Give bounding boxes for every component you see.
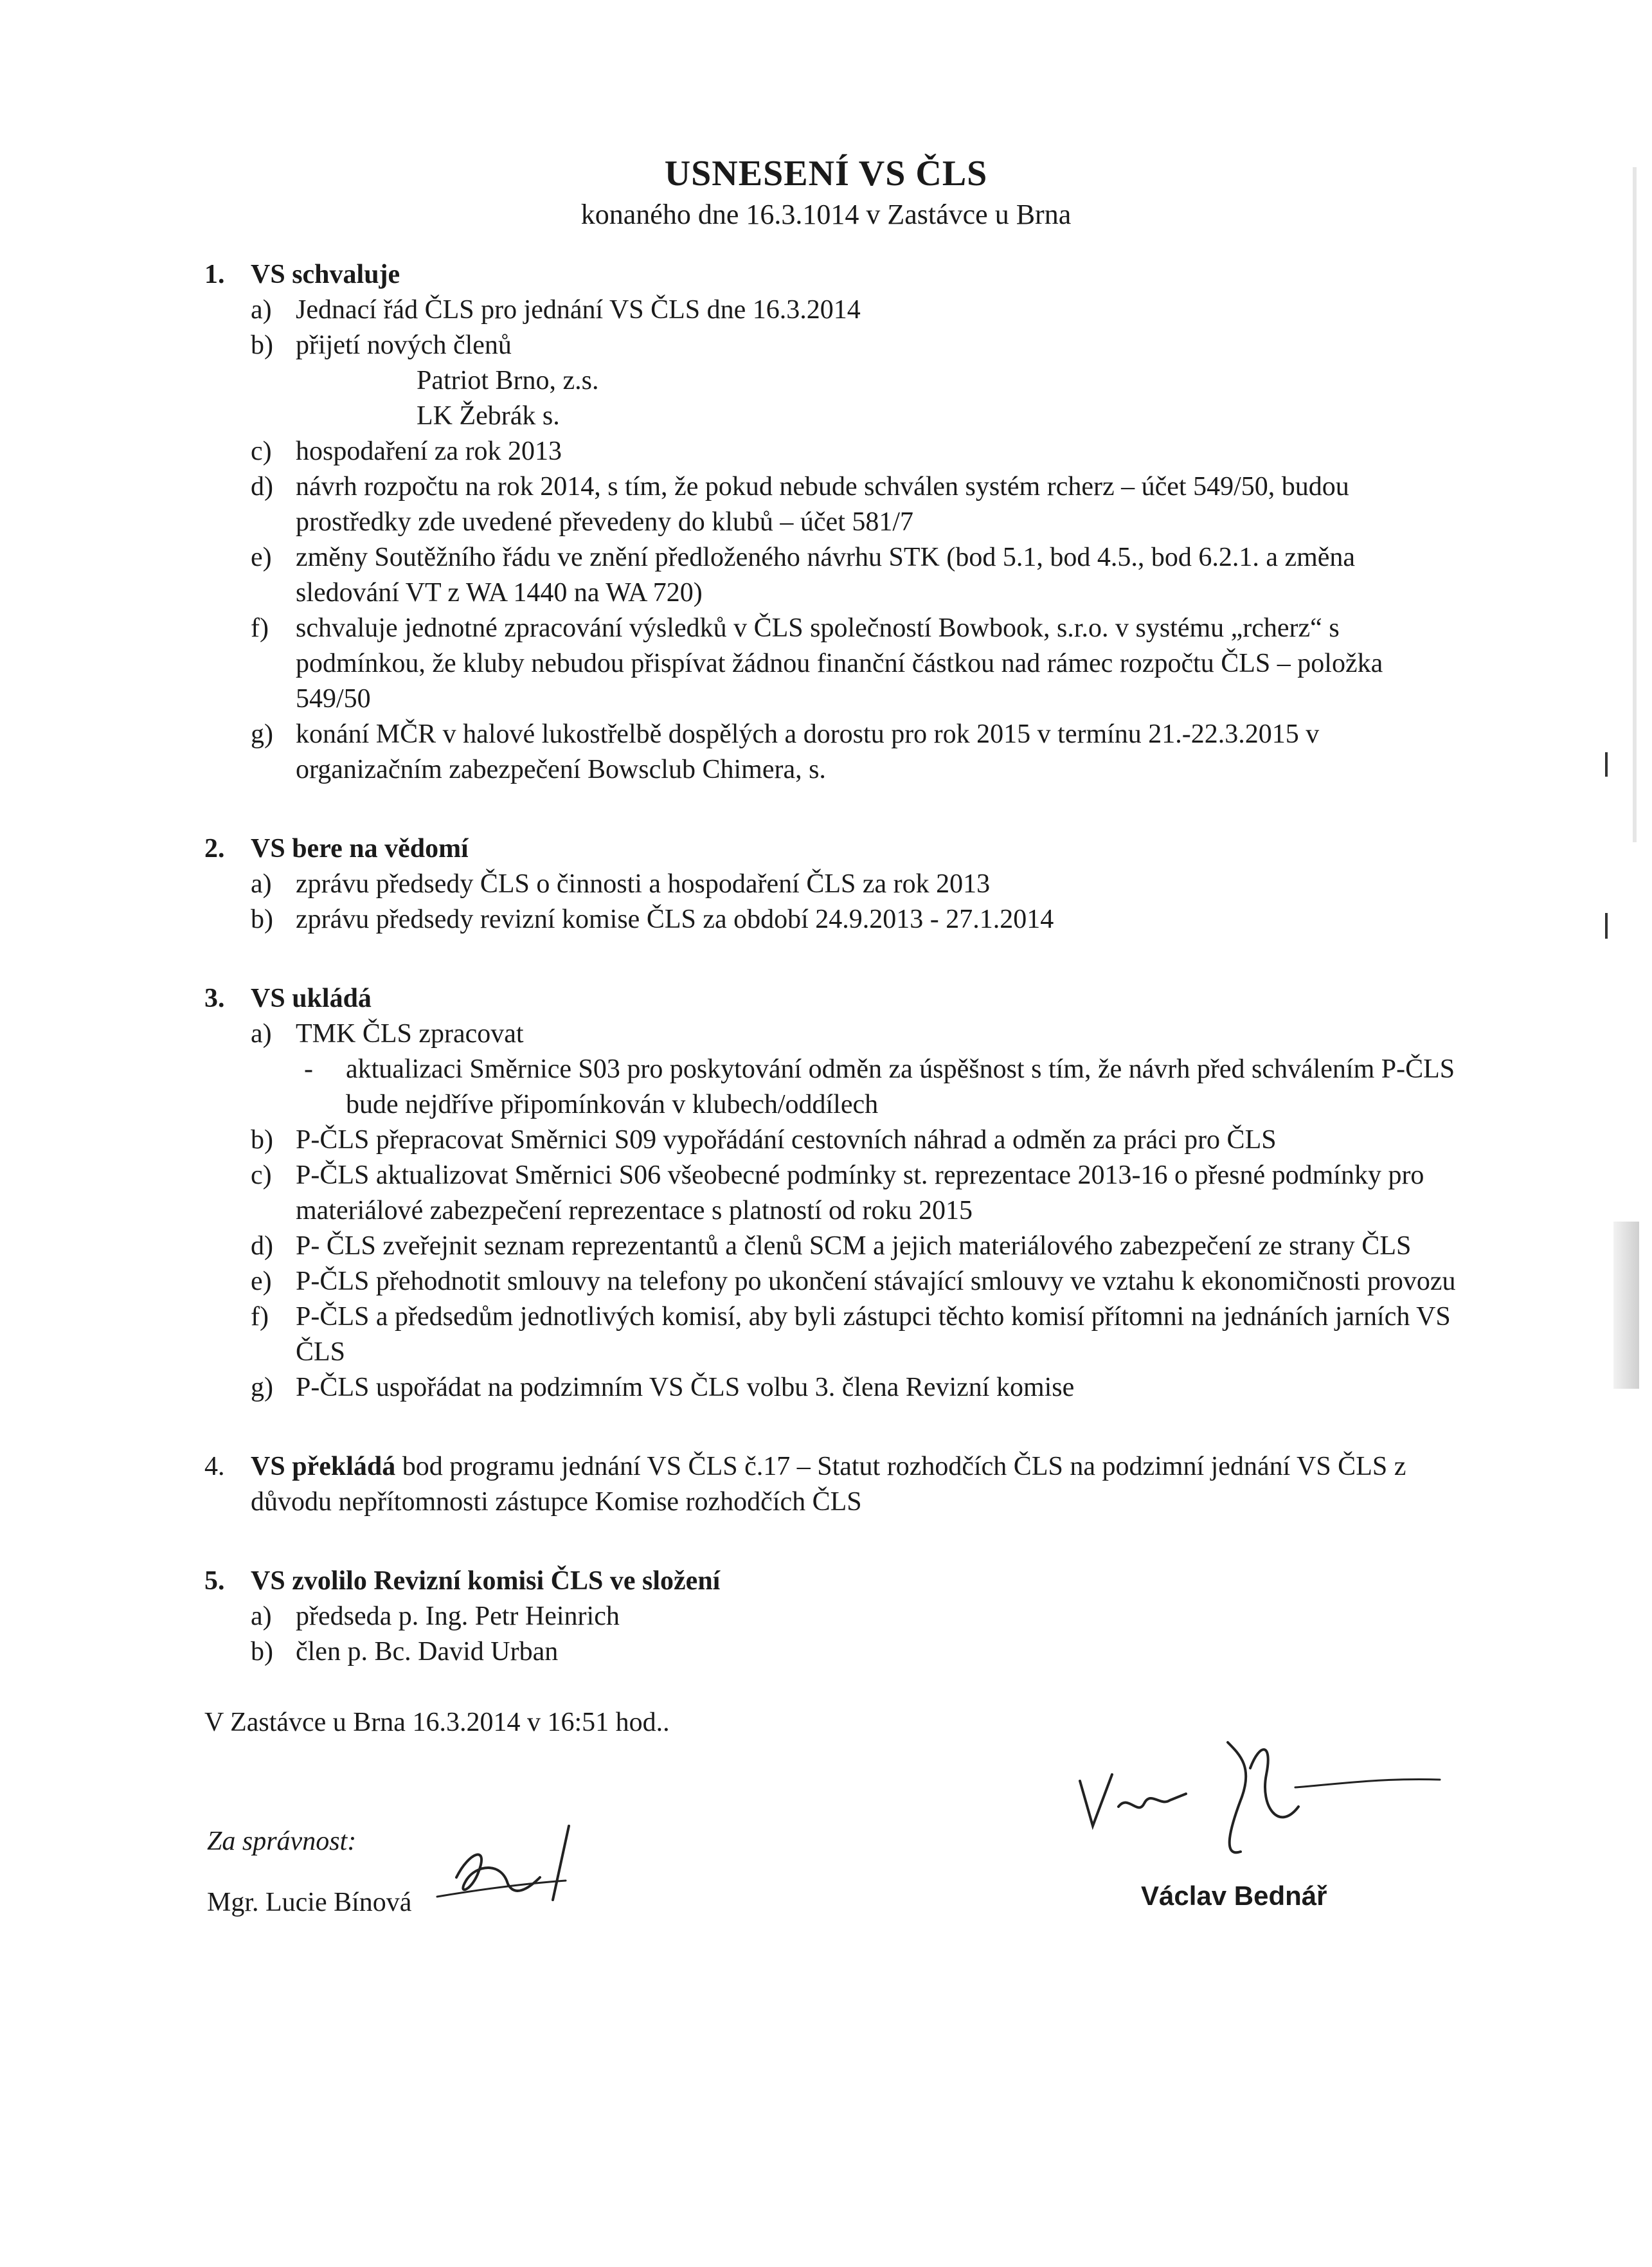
list-item: b) zprávu předsedy revizní komise ČLS za období 24.9.2013 - 27.1.2014: [251, 905, 1054, 934]
list-item: e) změny Soutěžního řádu ve znění předloženého návrhu STK (bod 5.1, bod 4.5., bod 6.2.1. a změna sledování VT z WA 1440 na WA 720): [251, 543, 1356, 608]
section-3: [204, 981, 1464, 1405]
list-item: a) předseda p. Ing. Petr Heinrich: [251, 1602, 620, 1631]
list-item: d) návrh rozpočtu na rok 2014, s tím, že pokud nebude schválen systém rcherz – účet 549/50, budou prostředky zde uvedené převedeny do klubů – účet 581/7: [251, 472, 1349, 537]
handwritten-signature-left: [418, 1800, 598, 1929]
list-item: g) P-ČLS uspořádat na podzimním VS ČLS volbu 3. člena Revizní komise: [251, 1373, 1075, 1402]
section-2: [204, 831, 1464, 937]
list-item: a) zprávu předsedy ČLS o činnosti a hospodaření ČLS za rok 2013: [251, 869, 991, 899]
scan-mark: [1605, 913, 1608, 939]
list-item: e) P-ČLS přehodnotit smlouvy na telefony po ukončení stávající smlouvy ve vztahu k ekonomičnosti provozu: [251, 1267, 1456, 1296]
section-4: [204, 1449, 1464, 1520]
list-item: b) přijetí nových členů: [251, 330, 512, 360]
list-item: d) P- ČLS zveřejnit seznam reprezentantů a členů SCM a jejich materiálového zabezpečení ze strany ČLS: [251, 1231, 1412, 1261]
list-item: c) hospodaření za rok 2013: [251, 437, 562, 466]
list-item: f) P-ČLS a předsedům jednotlivých komisí, aby byli zástupci těchto komisí přítomni na jednáních jarních VS ČLS: [251, 1302, 1451, 1367]
section-number: 4.: [204, 1452, 225, 1481]
handwritten-signature-right: [1067, 1730, 1453, 1884]
list-item: b) P-ČLS přepracovat Směrnici S09 vypořádání cestovních náhrad a odměn za práci pro ČLS: [251, 1125, 1277, 1155]
list-item: a) Jednací řád ČLS pro jednání VS ČLS dne 16.3.2014: [251, 295, 861, 325]
section-heading: VS zvolilo Revizní komisi ČLS ve složení: [251, 1566, 721, 1596]
new-member: LK Žebrák s.: [417, 401, 560, 431]
document-subtitle: konaného dne 16.3.1014 v Zastávce u Brna: [580, 199, 1072, 230]
list-item: g) konání MČR v halové lukostřelbě dospělých a dorostu pro rok 2015 v termínu 21.-22.3.2015 v organizačním zabezpečení Bowsclub Chimera, s.: [251, 719, 1320, 784]
list-item: f) schvaluje jednotné zpracování výsledků v ČLS společností Bowbook, s.r.o. v systému „rcherz“ s podmínkou, že kluby nebudou přispívat žádnou finanční částkou nad rámec rozpočtu ČLS – položka 549/50: [251, 613, 1383, 714]
scan-mark: [1605, 752, 1608, 777]
document-title: USNESENÍ VS ČLS: [664, 154, 988, 194]
new-member: Patriot Brno, z.s.: [417, 366, 599, 395]
section-text: bod programu jednání VS ČLS č.17 – Statut rozhodčích ČLS na podzimní jednání VS ČLS z důvodu nepřítomnosti zástupce Komise rozhodčích ČLS: [251, 1452, 1406, 1517]
section-heading: VS ukládá: [251, 984, 372, 1013]
list-item: c) P-ČLS aktualizovat Směrnici S06 všeobecné podmínky st. reprezentace 2013-16 o přesné podmínky pro materiálové zabezpečení reprezentace s platností od roku 2015: [251, 1161, 1424, 1225]
dash-item: - aktualizaci Směrnice S03 pro poskytování odměn za úspěšnost s tím, že návrh před schválením P-ČLS bude nejdříve připomínkován v klubech/oddílech: [304, 1054, 1455, 1119]
signature-label: Za správnost:: [207, 1827, 357, 1856]
list-item: a) TMK ČLS zpracovat: [251, 1019, 524, 1049]
resolution-body: [204, 257, 1464, 1713]
section-heading: VS překládá: [251, 1452, 396, 1481]
signatory-name-left: Mgr. Lucie Bínová: [207, 1888, 412, 1917]
signatory-name-right: Václav Bednář: [1141, 1881, 1327, 1911]
scan-edge-shadow: [1633, 167, 1637, 842]
section-number: 2.: [204, 834, 225, 863]
section-5: [204, 1564, 1464, 1670]
scan-smudge: [1613, 1222, 1639, 1389]
section-number: 3.: [204, 984, 225, 1013]
section-number: 1.: [204, 260, 225, 289]
section-number: 5.: [204, 1566, 225, 1596]
section-1: [204, 257, 1464, 788]
closing-line: V Zastávce u Brna 16.3.2014 v 16:51 hod..: [204, 1708, 670, 1737]
section-heading: VS schvaluje: [251, 260, 400, 289]
section-heading: VS bere na vědomí: [251, 834, 469, 863]
list-item: b) člen p. Bc. David Urban: [251, 1637, 559, 1666]
